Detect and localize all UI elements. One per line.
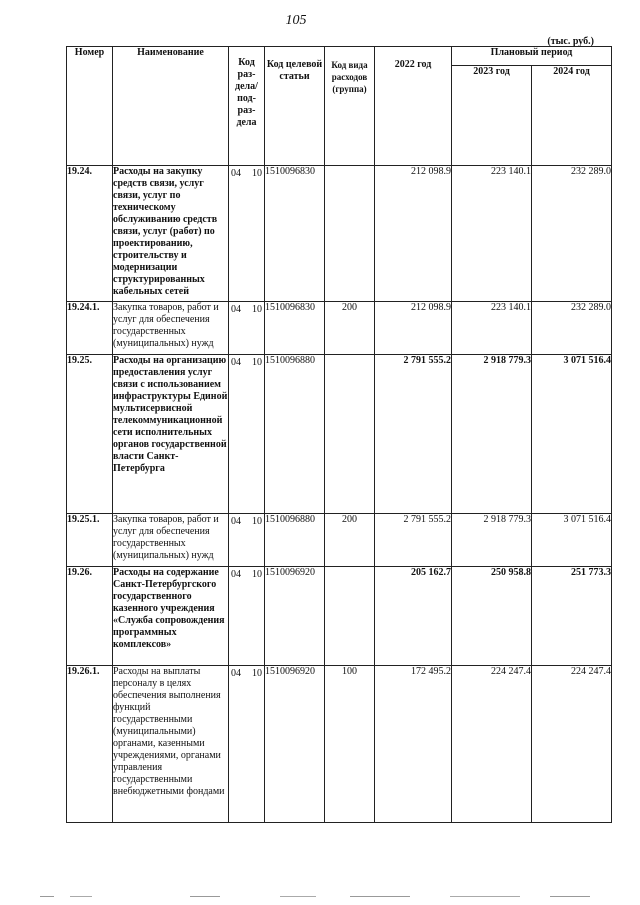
row-name: Расходы на содержание Санкт-Петербургского государственного казенного учреждения «Служба сопровождения программных комплексов» xyxy=(113,567,229,666)
podrazdel-code: 10 xyxy=(252,304,262,315)
row-value-2022: 205 162.7 xyxy=(375,567,452,666)
row-number: 19.24.1. xyxy=(67,302,113,355)
row-section-code xyxy=(229,514,265,567)
row-name: Расходы на закупку средств связи, услуг связи, услуг по техническому обслуживанию средств связи, услуг (работ) по проектированию, строительству и модернизации структурированных кабельных сетей xyxy=(113,166,229,302)
row-name: Расходы на выплаты персоналу в целях обеспечения выполнения функций государственными (муниципальными) органами, казенными учреждениями, органами управления государственными внебюджетными фондами xyxy=(113,666,229,823)
header-plan-period: Плановый период xyxy=(452,47,612,66)
row-section-code xyxy=(229,302,265,355)
podrazdel-code: 10 xyxy=(252,668,262,679)
row-value-2024: 3 071 516.4 xyxy=(532,514,612,567)
row-name: Закупка товаров, работ и услуг для обеспечения государственных (муниципальных) нужд xyxy=(113,514,229,567)
header-year-2023: 2023 год xyxy=(452,66,532,166)
row-target-code: 1510096920 xyxy=(265,666,325,823)
header-number: Номер xyxy=(67,47,113,166)
podrazdel-code: 10 xyxy=(252,569,262,580)
row-value-2024: 251 773.3 xyxy=(532,567,612,666)
razdel-code: 04 xyxy=(231,357,241,368)
row-number: 19.26.1. xyxy=(67,666,113,823)
row-section-code xyxy=(229,166,265,302)
row-expense-group xyxy=(325,166,375,302)
razdel-code: 04 xyxy=(231,304,241,315)
razdel-code: 04 xyxy=(231,569,241,580)
row-value-2023: 223 140.1 xyxy=(452,166,532,302)
table-row xyxy=(67,666,612,823)
header-expense-type-code: Код вида расходов (группа) xyxy=(325,47,375,166)
row-expense-group xyxy=(325,355,375,514)
budget-table xyxy=(66,46,612,823)
header-name: Наименование xyxy=(113,47,229,166)
row-value-2024: 232 289.0 xyxy=(532,302,612,355)
row-expense-group xyxy=(325,567,375,666)
row-section-code xyxy=(229,355,265,514)
razdel-code: 04 xyxy=(231,668,241,679)
razdel-code: 04 xyxy=(231,168,241,179)
table-row xyxy=(67,166,612,302)
row-value-2024: 224 247.4 xyxy=(532,666,612,823)
row-target-code: 1510096830 xyxy=(265,166,325,302)
header-year-2024: 2024 год xyxy=(532,66,612,166)
row-number: 19.26. xyxy=(67,567,113,666)
row-value-2022: 172 495.2 xyxy=(375,666,452,823)
table-row xyxy=(67,302,612,355)
row-name: Закупка товаров, работ и услуг для обеспечения государственных (муниципальных) нужд xyxy=(113,302,229,355)
podrazdel-code: 10 xyxy=(252,516,262,527)
header-section-code: Код раз-дела/ под-раз-дела xyxy=(229,47,265,166)
row-value-2024: 232 289.0 xyxy=(532,166,612,302)
row-expense-group: 200 xyxy=(325,514,375,567)
row-section-code xyxy=(229,666,265,823)
razdel-code: 04 xyxy=(231,516,241,527)
page-number: 105 xyxy=(285,13,307,28)
header-year-2022: 2022 год xyxy=(375,47,452,166)
header-target-code: Код целевой статьи xyxy=(265,47,325,166)
podrazdel-code: 10 xyxy=(252,357,262,368)
row-value-2023: 250 958.8 xyxy=(452,567,532,666)
row-number: 19.24. xyxy=(67,166,113,302)
row-value-2022: 2 791 555.2 xyxy=(375,514,452,567)
podrazdel-code: 10 xyxy=(252,168,262,179)
row-value-2023: 224 247.4 xyxy=(452,666,532,823)
row-number: 19.25. xyxy=(67,355,113,514)
row-expense-group: 200 xyxy=(325,302,375,355)
row-section-code xyxy=(229,567,265,666)
row-value-2024: 3 071 516.4 xyxy=(532,355,612,514)
row-target-code: 1510096880 xyxy=(265,355,325,514)
row-target-code: 1510096920 xyxy=(265,567,325,666)
row-target-code: 1510096830 xyxy=(265,302,325,355)
row-value-2022: 2 791 555.2 xyxy=(375,355,452,514)
table-row xyxy=(67,355,612,514)
scan-artifacts xyxy=(30,895,610,899)
row-value-2022: 212 098.9 xyxy=(375,166,452,302)
row-target-code: 1510096880 xyxy=(265,514,325,567)
row-number: 19.25.1. xyxy=(67,514,113,567)
row-value-2023: 2 918 779.3 xyxy=(452,355,532,514)
row-name: Расходы на организацию предоставления услуг связи с использованием инфраструктуры Единой мультисервисной телекоммуникационной сети исполнительных органов государственной власти Санкт-Петербурга xyxy=(113,355,229,514)
row-expense-group: 100 xyxy=(325,666,375,823)
row-value-2023: 223 140.1 xyxy=(452,302,532,355)
table-row xyxy=(67,514,612,567)
units-label: (тыс. руб.) xyxy=(547,36,594,47)
row-value-2022: 212 098.9 xyxy=(375,302,452,355)
table-row xyxy=(67,567,612,666)
row-value-2023: 2 918 779.3 xyxy=(452,514,532,567)
